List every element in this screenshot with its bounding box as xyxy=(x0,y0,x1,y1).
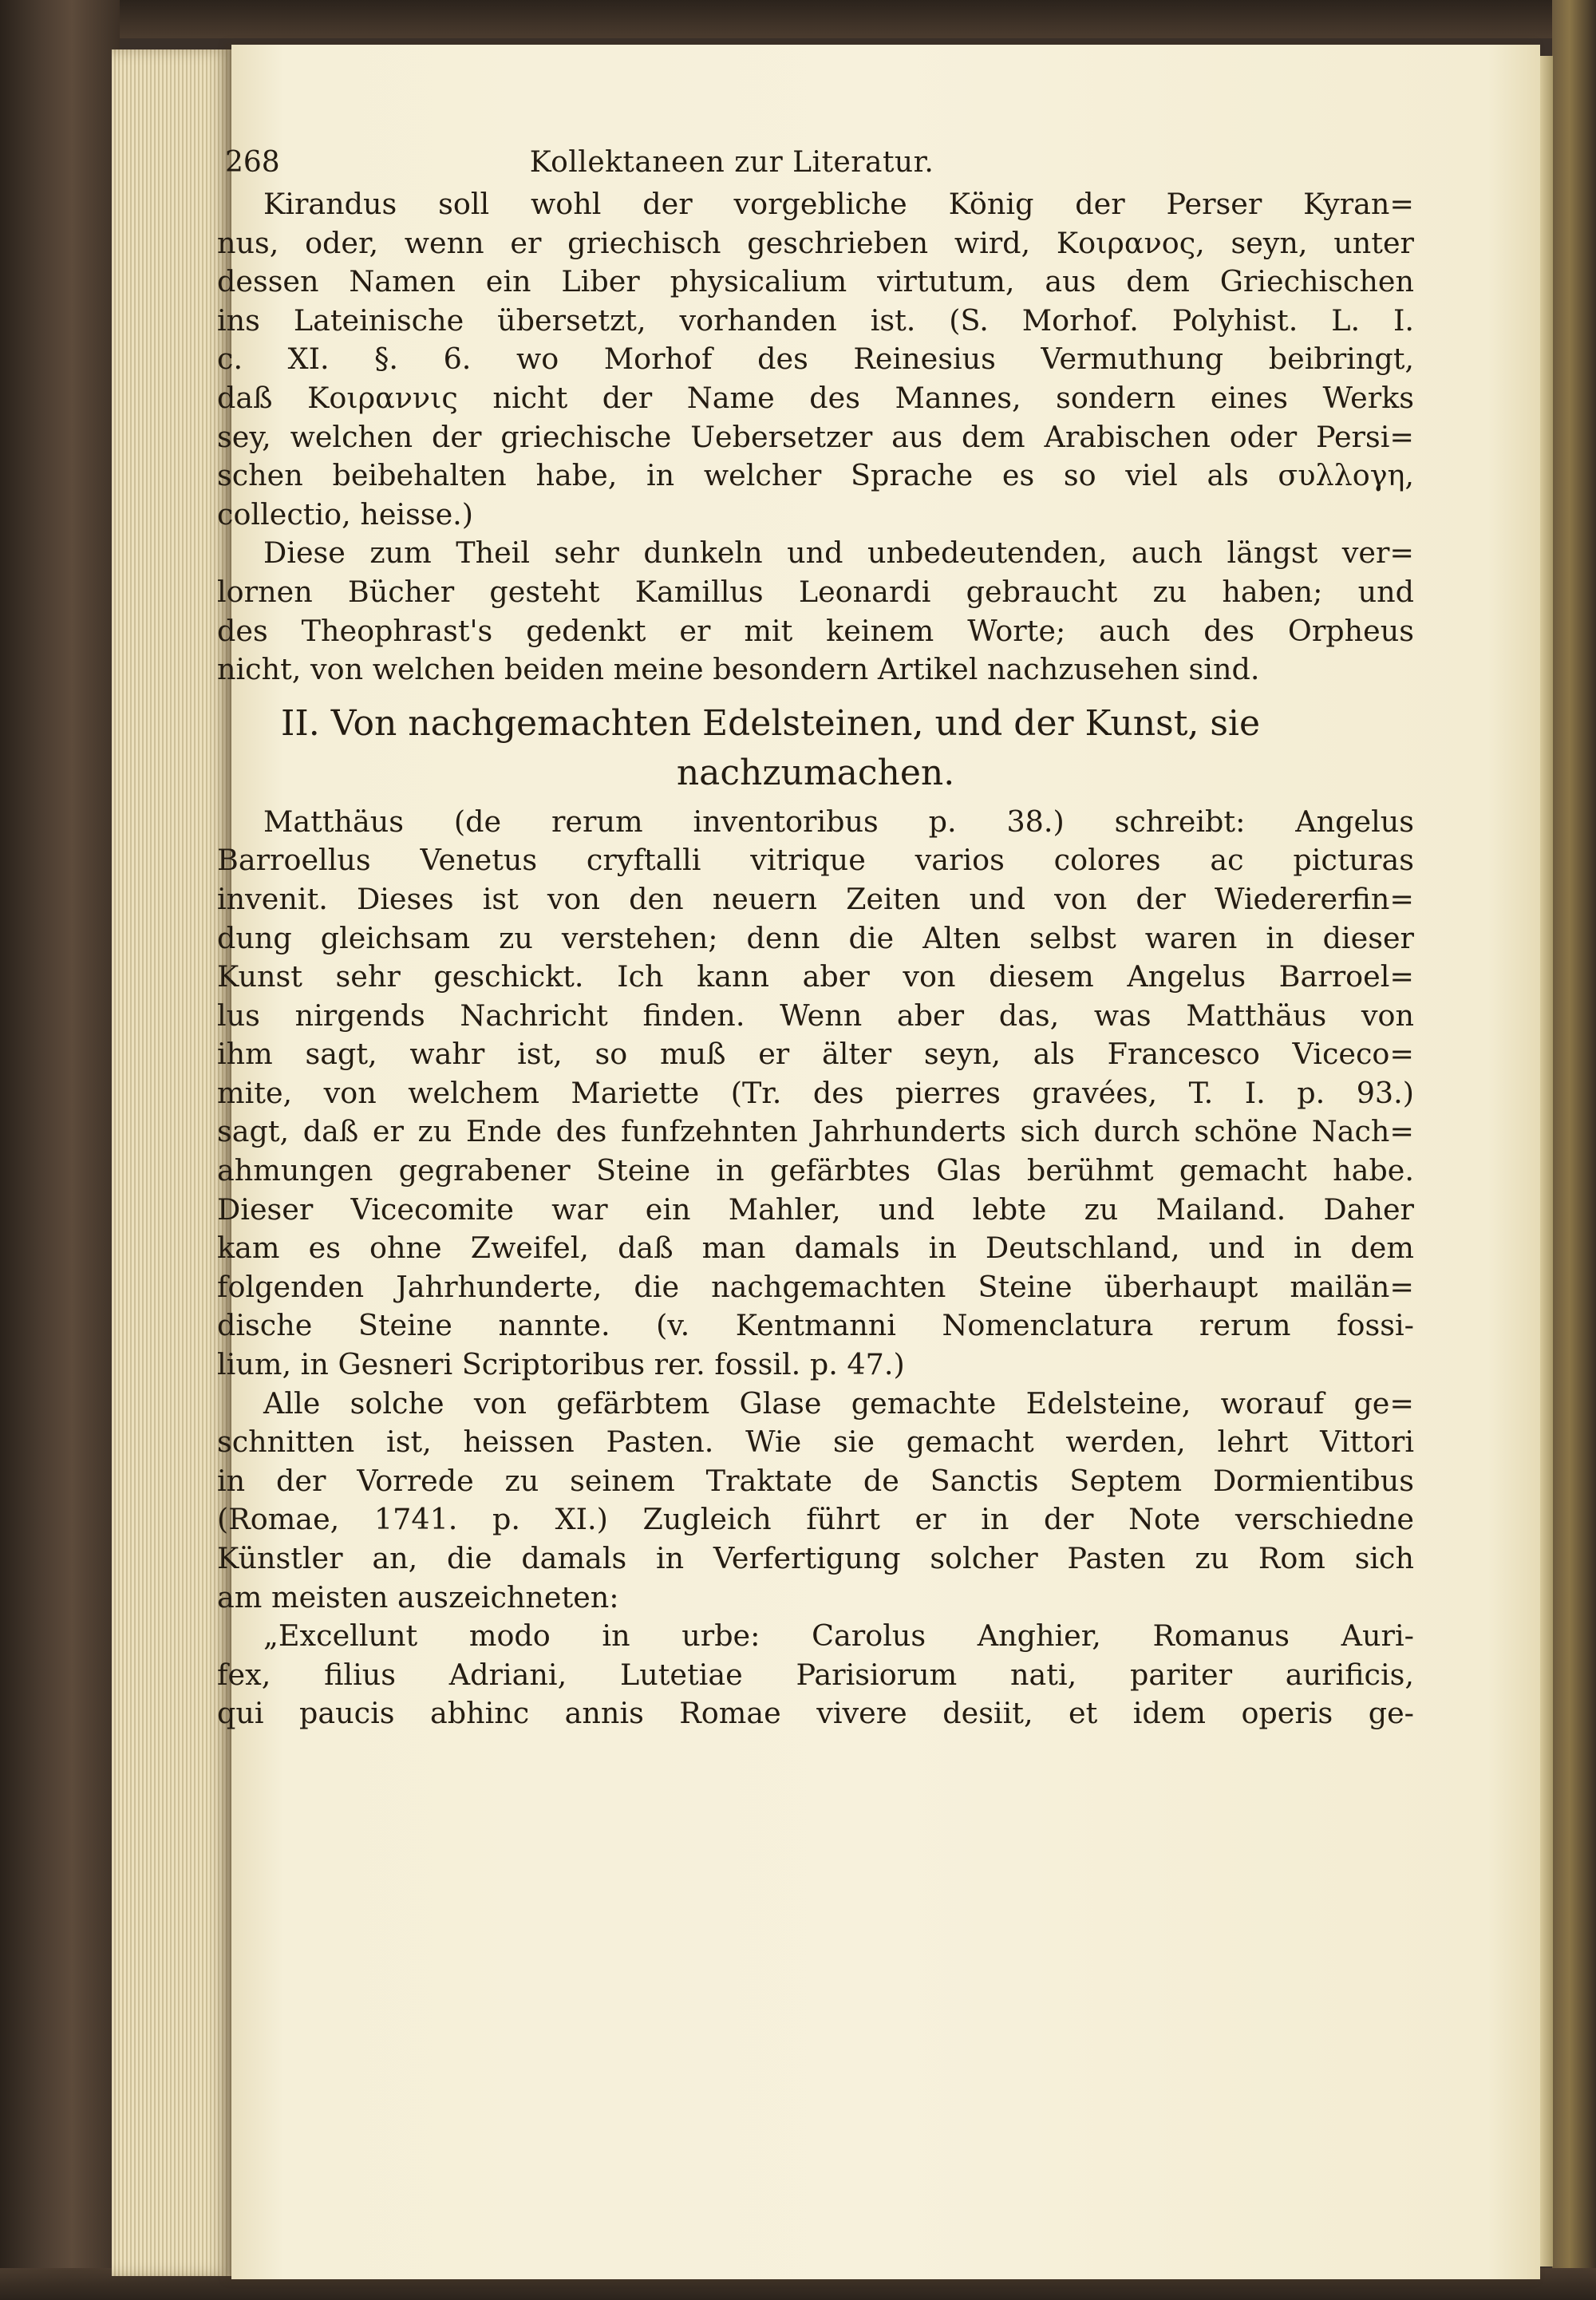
text-line: Künstler an, die damals in Verfertigung solcher Pasten zu Rom sich xyxy=(217,1541,1414,1575)
text-line: fex, filius Adriani, Lutetiae Parisiorum nati, pariter aurificis, xyxy=(217,1657,1414,1692)
text-line: ihm sagt, wahr ist, so muß er älter seyn, als Francesco Viceco= xyxy=(217,1037,1414,1072)
paragraph-kirandus xyxy=(217,185,1414,534)
text-line: Kirandus soll wohl der vorgebliche König der Perser Kyran= xyxy=(263,187,1414,221)
text-line: nus, oder, wenn er griechisch geschrieben wird, Κοιρανος, seyn, unter xyxy=(217,225,1414,260)
text-line: Kunst sehr geschickt. Ich kann aber von diesem Angelus Barroel= xyxy=(217,959,1414,994)
text-line: daß Κοιραννις nicht der Name des Mannes, sondern eines Werks xyxy=(217,380,1414,415)
paragraph-latin-quote xyxy=(217,1617,1414,1733)
text-line: Barroellus Venetus cryftalli vitrique varios colores ac picturas xyxy=(217,843,1414,878)
page-stack-edges xyxy=(112,49,231,2276)
text-line: kam es ohne Zweifel, daß man damals in Deutschland, und in dem xyxy=(217,1231,1414,1266)
page-number: 268 xyxy=(225,146,280,179)
text-line: schen beibehalten habe, in welcher Sprache es so viel als συλλογη, xyxy=(217,458,1414,493)
text-line: „Excellunt modo in urbe: Carolus Anghier, Romanus Auri- xyxy=(263,1618,1414,1654)
text-line: sey, welchen der griechische Uebersetzer aus dem Arabischen oder Persi= xyxy=(217,419,1414,454)
text-line: dung gleichsam zu verstehen; denn die Alten selbst waren in dieser xyxy=(217,920,1414,955)
book-cover-top xyxy=(0,0,1596,38)
text-line: folgenden Jahrhunderte, die nachgemachten Steine überhaupt mailän= xyxy=(217,1269,1414,1304)
text-line: (Romae, 1741. p. XI.) Zugleich führt er in der Note verschiedne xyxy=(217,1502,1414,1537)
paragraph-diese xyxy=(217,534,1414,689)
paragraph-pasten xyxy=(217,1385,1414,1618)
text-line: am meisten auszeichneten: xyxy=(217,1579,619,1614)
text-line: qui paucis abhinc annis Romae vivere desiit, et idem operis ge- xyxy=(217,1696,1414,1731)
text-line: c. XI. §. 6. wo Morhof des Reinesius Vermuthung beibringt, xyxy=(217,342,1414,377)
text-line: ins Lateinische übersetzt, vorhanden ist. (S. Morhof. Polyhist. L. I. xyxy=(217,302,1414,338)
text-line: in der Vorrede zu seinem Traktate de Sanctis Septem Dormientibus xyxy=(217,1463,1414,1498)
text-line: ahmungen gegrabener Steine in gefärbtes Glas berühmt gemacht habe. xyxy=(217,1153,1414,1188)
text-line: collectio, heisse.) xyxy=(217,496,474,532)
text-line: Diese zum Theil sehr dunkeln und unbedeutenden, auch längst ver= xyxy=(263,535,1414,571)
text-line: lornen Bücher gesteht Kamillus Leonardi gebraucht zu haben; und xyxy=(217,574,1414,609)
section-heading xyxy=(217,699,1414,798)
text-line: dessen Namen ein Liber physicalium virtutum, aus dem Griechischen xyxy=(217,264,1414,299)
page-text xyxy=(217,144,1414,1733)
text-line: des Theophrast's gedenkt er mit keinem Worte; auch des Orpheus xyxy=(217,613,1414,648)
text-line: nicht, von welchen beiden meine besondern Artikel nachzusehen sind. xyxy=(217,652,1260,687)
section-heading-line2: nachzumachen. xyxy=(676,752,955,793)
text-line: Alle solche von gefärbtem Glase gemachte Edelsteine, worauf ge= xyxy=(263,1385,1414,1421)
book-cover-right xyxy=(1552,0,1596,2300)
paragraph-matthaeus xyxy=(217,803,1414,1385)
running-header xyxy=(217,144,1414,185)
running-title: Kollektaneen zur Literatur. xyxy=(529,146,934,179)
section-heading-line1: II. Von nachgemachten Edelsteinen, und der Kunst, sie xyxy=(281,702,1261,744)
book-binding-left xyxy=(0,0,120,2300)
text-line: schnitten ist, heissen Pasten. Wie sie gemacht werden, lehrt Vittori xyxy=(217,1425,1414,1460)
text-line: lium, in Gesneri Scriptoribus rer. fossil. p. 47.) xyxy=(217,1347,905,1382)
text-line: dische Steine nannte. (v. Kentmanni Nomenclatura rerum fossi- xyxy=(217,1308,1414,1343)
text-line: Dieser Vicecomite war ein Mahler, und lebte zu Mailand. Daher xyxy=(217,1191,1414,1227)
text-line: Matthäus (de rerum inventoribus p. 38.) schreibt: Angelus xyxy=(263,804,1414,839)
text-line: mite, von welchem Mariette (Tr. des pierres gravées, T. I. p. 93.) xyxy=(217,1075,1414,1110)
text-line: sagt, daß er zu Ende des funfzehnten Jahrhunderts sich durch schöne Nach= xyxy=(217,1114,1414,1149)
page-right-edge xyxy=(1540,56,1553,2266)
text-line: invenit. Dieses ist von den neuern Zeiten und von der Wiedererfin= xyxy=(217,881,1414,916)
text-line: lus nirgends Nachricht finden. Wenn aber das, was Matthäus von xyxy=(217,998,1414,1033)
